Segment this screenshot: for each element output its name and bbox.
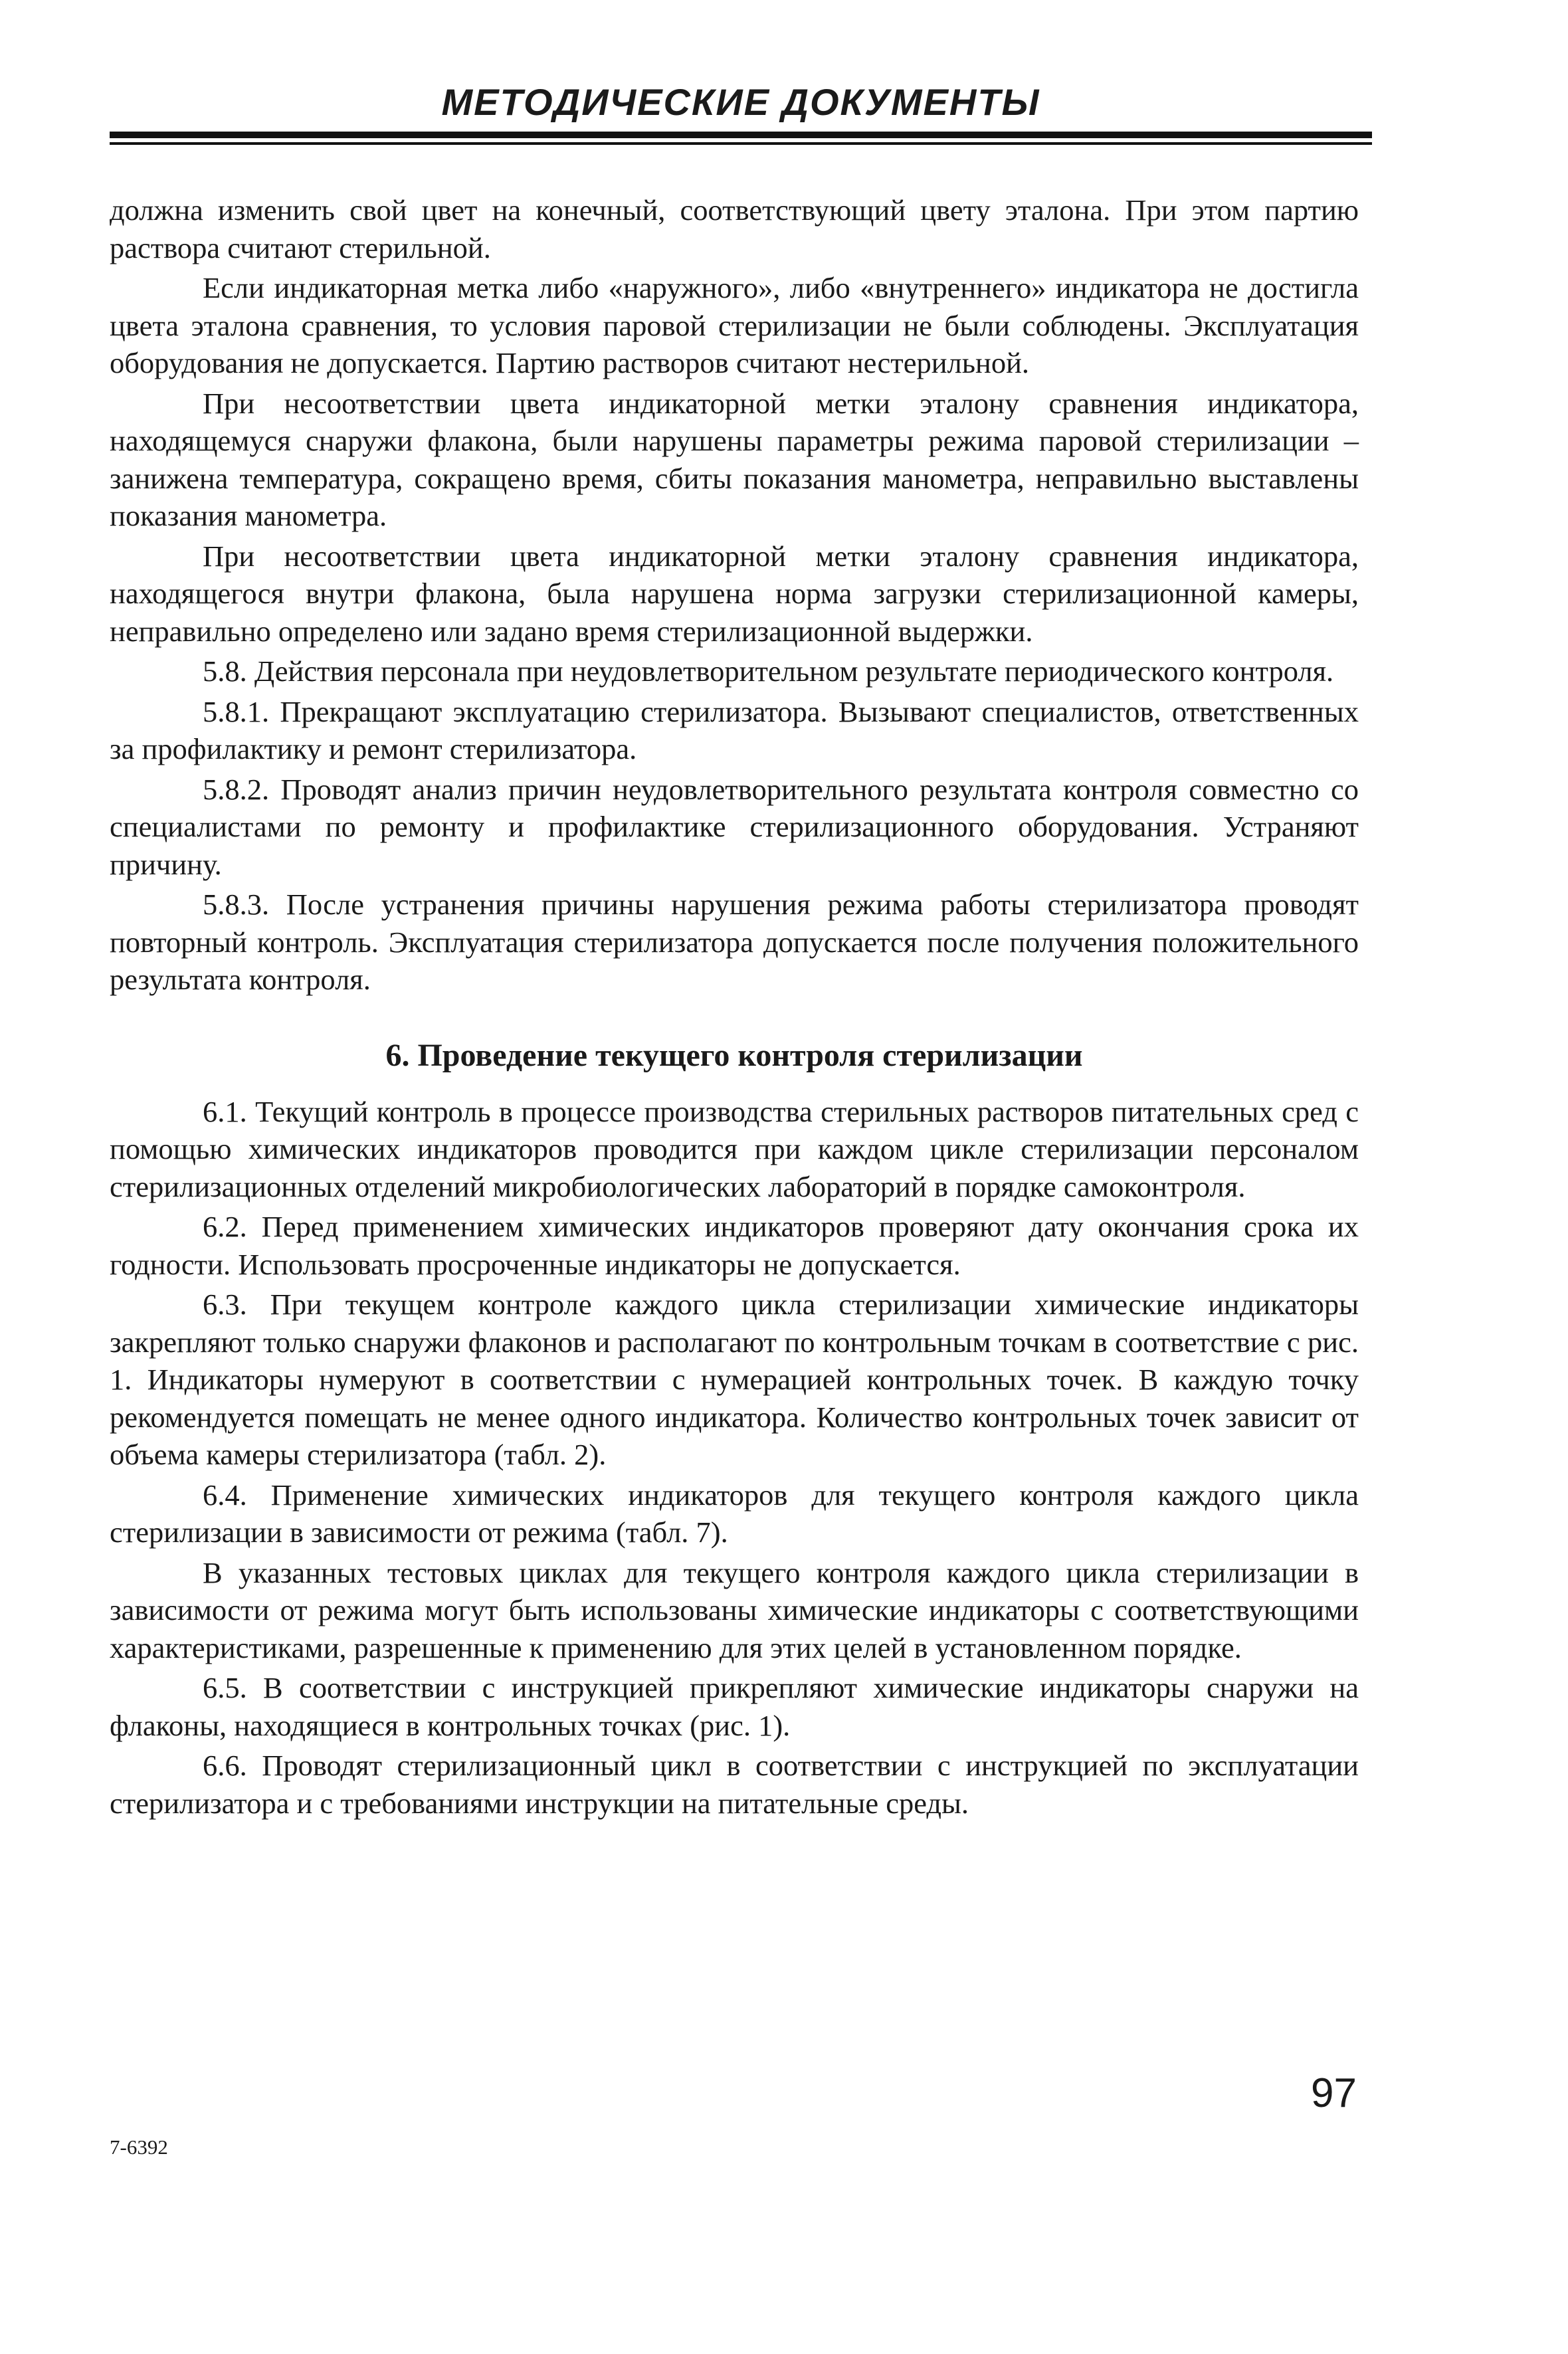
paragraph-clause-5-8-3: 5.8.3. После устранения причины нарушения режима работы стерилизатора проводят повторный контроль. Эксплуатация стерилизатора допускается после получения положительного результата контроля. (110, 888, 1359, 996)
paragraph: При несоответствии цвета индикаторной метки эталону сравнения индикатора, находящегося внутри флакона, была нарушена норма загрузки стерилизационной камеры, неправильно определено или задано время стерилизационной выдержки. (110, 539, 1359, 648)
paragraph-clause-6-4: 6.4. Применение химических индикаторов для текущего контроля каждого цикла стерилизации в зависимости от режима (табл. 7). (110, 1478, 1359, 1549)
paragraph-clause-6-6: 6.6. Проводят стерилизационный цикл в соответствии с инструкцией по эксплуатации стерилизатора и с требованиями инструкции на питательные среды. (110, 1749, 1359, 1820)
header-rule-thick (110, 132, 1372, 138)
paragraph-clause-6-3: 6.3. При текущем контроле каждого цикла стерилизации химические индикаторы закрепляют только снаружи флаконов и располагают по контрольным точкам в соответствие с рис. 1. Индикаторы нумеруют в соответствии с нумерацией контрольных точек. В каждую точку рекомендуется помещать не менее одного индикатора. Количество контрольных точек зависит от объема камеры стерилизатора (табл. 2). (110, 1288, 1359, 1471)
header-rule-thin (110, 142, 1372, 145)
paragraph-clause-6-1: 6.1. Текущий контроль в процессе производства стерильных растворов питательных сред с помощью химических индикаторов проводится при каждом цикле стерилизации персоналом стерилизационных отделений микробиологических лабораторий в порядке самоконтроля. (110, 1094, 1359, 1203)
paragraph-clause-5-8: 5.8. Действия персонала при неудовлетворительном результате периодического контроля. (203, 654, 1334, 688)
print-code: 7-6392 (110, 2135, 168, 2159)
paragraph: Если индикаторная метка либо «наружного», либо «внутреннего» индикатора не достигла цвета эталона сравнения, то условия паровой стерилизации не были соблюдены. Эксплуатация оборудования не допускается. Партию растворов считают нестерильной. (110, 271, 1359, 379)
page-body (110, 191, 1359, 1824)
paragraph-clause-6-5: 6.5. В соответствии с инструкцией прикрепляют химические индикаторы снаружи на флаконы, находящиеся в контрольных точках (рис. 1). (110, 1671, 1359, 1742)
header-rule (110, 129, 1372, 147)
page-number: 97 (1311, 2070, 1357, 2116)
paragraph-clause-5-8-1: 5.8.1. Прекращают эксплуатацию стерилизатора. Вызывают специалистов, ответственных за профилактику и ремонт стерилизатора. (110, 694, 1359, 765)
paragraph-clause-6-2: 6.2. Перед применением химических индикаторов проверяют дату окончания срока их годности. Использовать просроченные индикаторы не допускается. (110, 1210, 1359, 1281)
running-header-title: МЕТОДИЧЕСКИЕ ДОКУМЕНТЫ (441, 81, 1040, 123)
page-header (110, 78, 1372, 147)
paragraph: При несоответствии цвета индикаторной метки эталону сравнения индикатора, находящемуся снаружи флакона, были нарушены параметры режима паровой стерилизации – занижена температура, сокращено время, сбиты показания манометра, неправильно выставлены показания манометра. (110, 386, 1359, 532)
paragraph-continuation: должна изменить свой цвет на конечный, соответствующий цвету эталона. При этом партию раствора считают стерильной. (110, 193, 1359, 264)
paragraph-clause-5-8-2: 5.8.2. Проводят анализ причин неудовлетворительного результата контроля совместно со специалистами по ремонту и профилактике стерилизационного оборудования. Устраняют причину. (110, 772, 1359, 881)
section-heading: 6. Проведение текущего контроля стерилизации (385, 1037, 1083, 1073)
paragraph: В указанных тестовых циклах для текущего контроля каждого цикла стерилизации в зависимости от режима могут быть использованы химические индикаторы с соответствующими характеристиками, разрешенные к применению для этих целей в установленном порядке. (110, 1555, 1359, 1664)
